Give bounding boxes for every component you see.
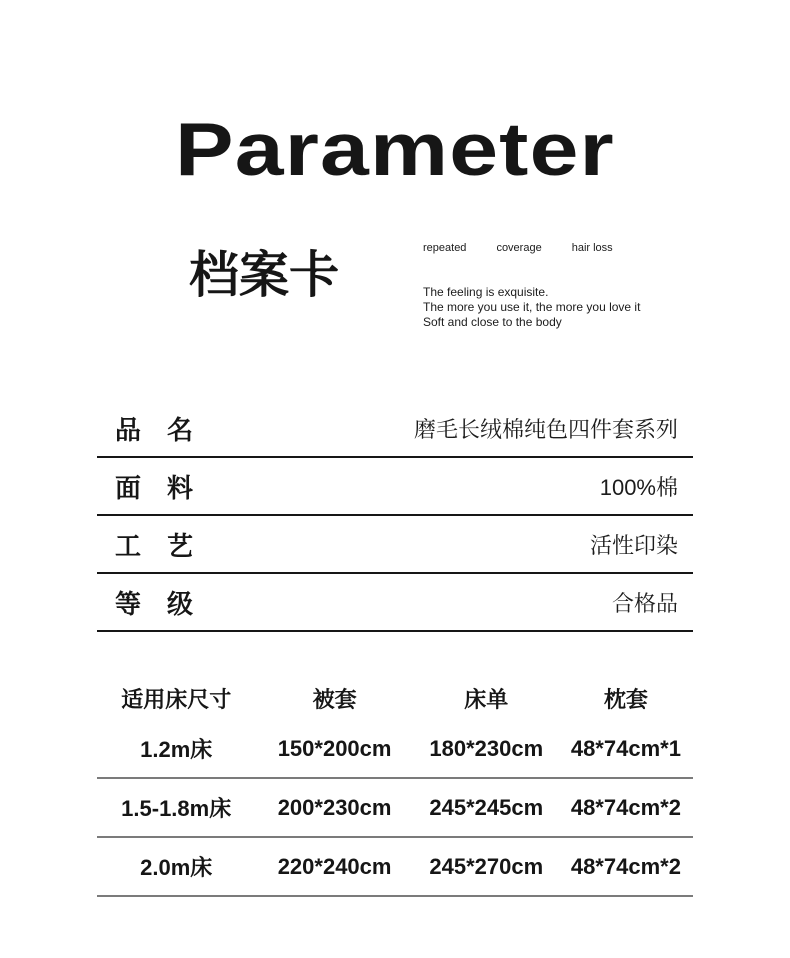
spec-label: 等 级 bbox=[115, 588, 194, 619]
size-cell-sheet: 245*270cm bbox=[429, 853, 544, 879]
size-col-header-duvet-cover: 被套 bbox=[312, 686, 357, 712]
spec-row-product-name bbox=[97, 400, 693, 458]
size-cell-pillowcase: 48*74cm*2 bbox=[570, 853, 681, 879]
subtitle-cn: 档案卡 bbox=[189, 247, 339, 303]
size-cell-bed: 1.2m床 bbox=[140, 737, 213, 762]
spec-value: 磨毛长绒棉纯色四件套系列 bbox=[413, 416, 678, 442]
spec-value: 活性印染 bbox=[589, 532, 678, 558]
keyword-row bbox=[423, 243, 653, 254]
intro-block bbox=[423, 243, 653, 330]
spec-label: 面 料 bbox=[115, 472, 194, 503]
tagline-line: The more you use it, the more you love it bbox=[423, 300, 641, 314]
size-table bbox=[97, 676, 693, 897]
size-cell-pillowcase: 48*74cm*2 bbox=[570, 794, 681, 820]
size-cell-duvet-cover: 150*200cm bbox=[277, 735, 392, 761]
size-table-row bbox=[97, 779, 693, 838]
keyword: repeated bbox=[423, 242, 467, 254]
size-cell-bed: 1.5-1.8m床 bbox=[121, 796, 232, 821]
size-table-header-row bbox=[97, 676, 693, 720]
spec-table bbox=[97, 400, 693, 632]
size-cell-sheet: 180*230cm bbox=[429, 735, 544, 761]
spec-value: 合格品 bbox=[611, 590, 678, 616]
spec-row-fabric bbox=[97, 458, 693, 516]
size-table-row bbox=[97, 720, 693, 779]
page-title-text: Parameter bbox=[175, 107, 615, 191]
spec-label: 品 名 bbox=[115, 414, 194, 445]
spec-row-craft bbox=[97, 516, 693, 574]
size-cell-duvet-cover: 200*230cm bbox=[277, 794, 392, 820]
size-table-row bbox=[97, 838, 693, 897]
keyword: coverage bbox=[496, 242, 542, 254]
tagline-line: The feeling is exquisite. bbox=[423, 285, 549, 299]
size-col-header-pillowcase: 枕套 bbox=[603, 686, 648, 712]
size-cell-pillowcase: 48*74cm*1 bbox=[570, 735, 681, 761]
size-cell-sheet: 245*245cm bbox=[429, 794, 544, 820]
size-cell-duvet-cover: 220*240cm bbox=[277, 853, 392, 879]
size-col-header-sheet: 床单 bbox=[464, 686, 509, 712]
tagline bbox=[423, 285, 653, 330]
spec-row-grade bbox=[97, 574, 693, 632]
spec-label: 工 艺 bbox=[115, 530, 194, 561]
size-col-header-bed: 适用床尺寸 bbox=[121, 686, 232, 712]
tagline-line: Soft and close to the body bbox=[423, 315, 562, 329]
keyword: hair loss bbox=[571, 242, 613, 254]
size-cell-bed: 2.0m床 bbox=[140, 855, 213, 880]
spec-value: 100%棉 bbox=[599, 474, 678, 500]
page-title bbox=[0, 107, 790, 191]
